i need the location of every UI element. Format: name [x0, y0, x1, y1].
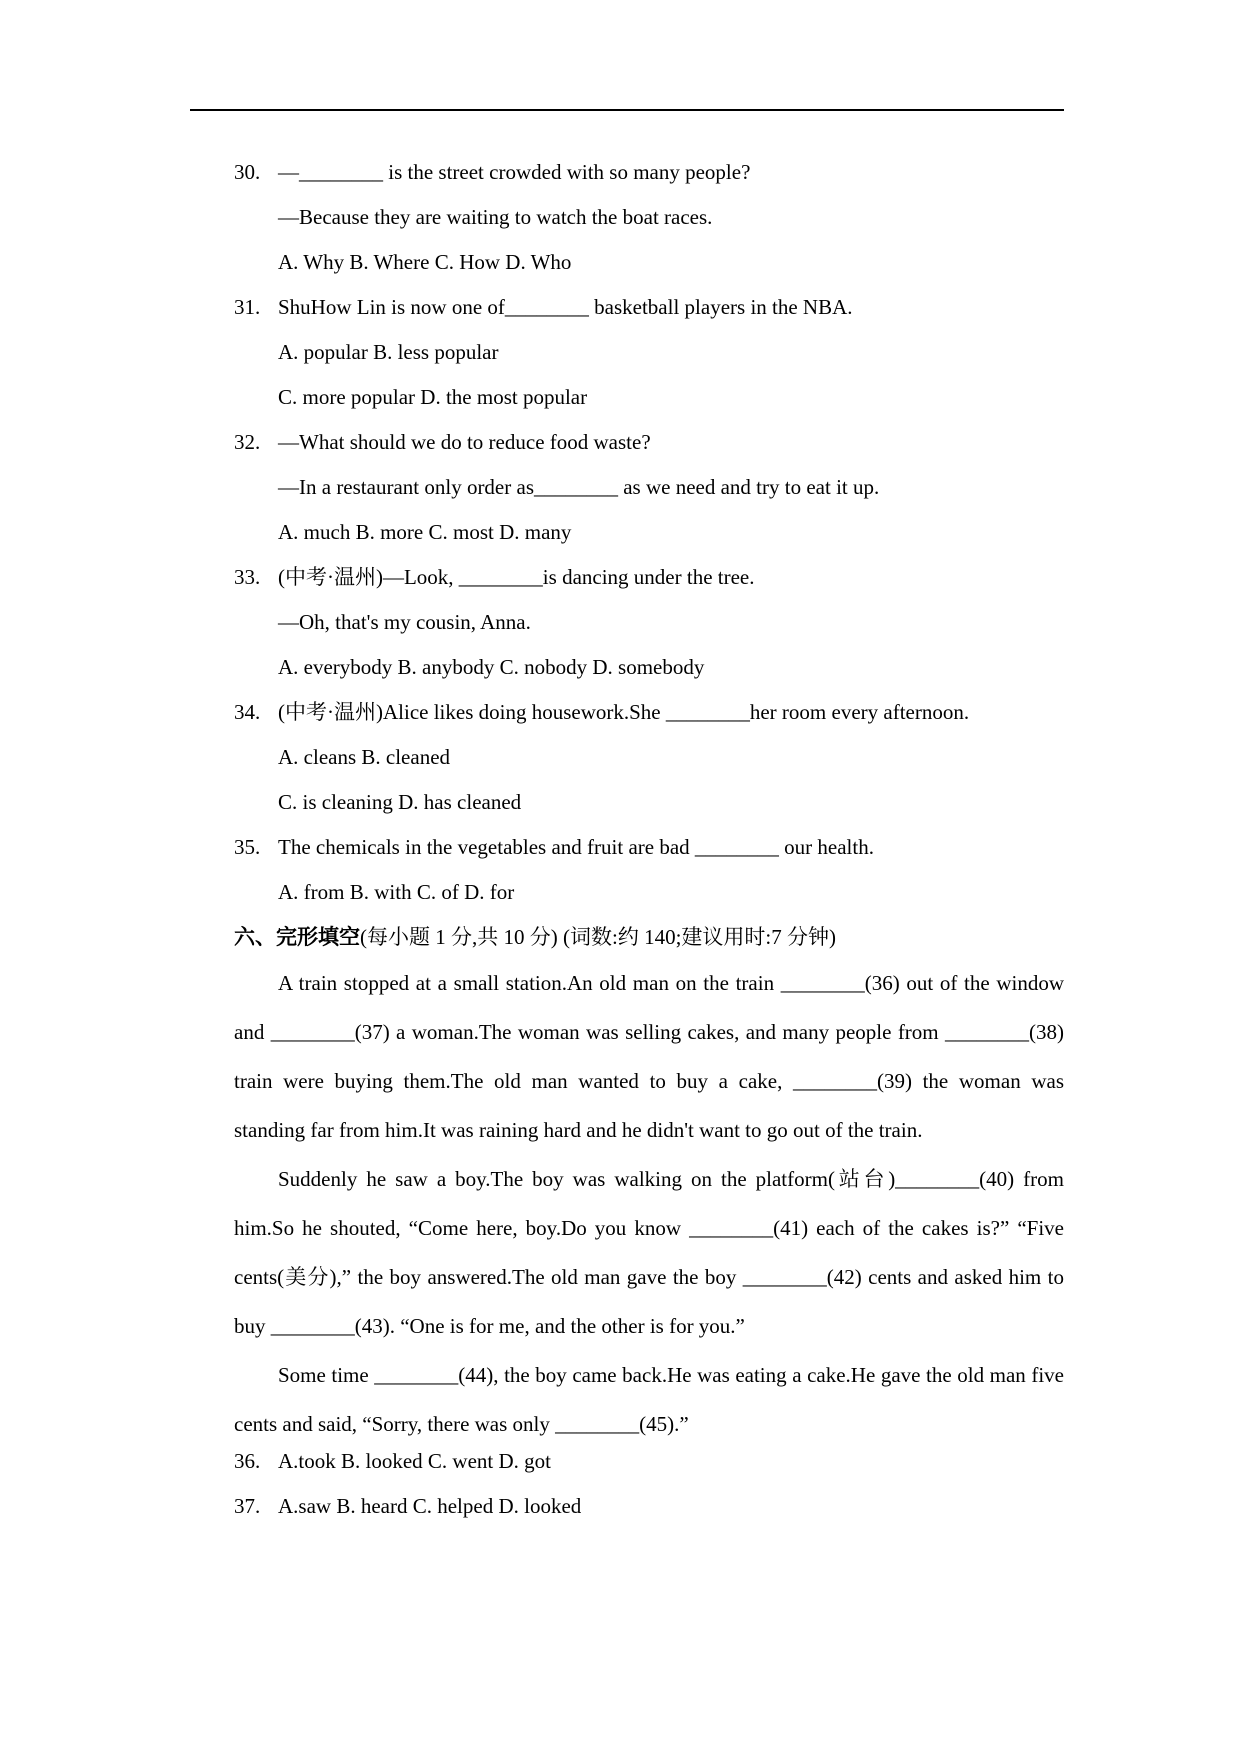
- page-content: [234, 160, 1064, 1551]
- section-detail: (每小题 1 分,共 10 分) (词数:约 140;建议用时:7 分钟): [360, 925, 836, 949]
- question-line: —Oh, that's my cousin, Anna.: [278, 610, 531, 634]
- question-number: 37.: [234, 1494, 261, 1518]
- question-30: [234, 160, 1064, 205]
- passage-paragraph-2: Suddenly he saw a boy.The boy was walking on the platform(站台)________(40) from him.So he shouted, “Come here, boy.Do you know ________(41) each of the cakes is?” “Five cents(美分),” the boy answered.The old man gave the boy ________(42) cents and asked him to buy ________(43). “One is for me, and the other is for you.”: [234, 1167, 1064, 1338]
- question-options: A. much B. more C. most D. many: [278, 520, 572, 544]
- question-33: [234, 565, 1064, 610]
- question-options: A. cleans B. cleaned: [278, 745, 451, 769]
- question-number: 34.: [234, 700, 261, 724]
- question-stem: (中考·温州)—Look, ________is dancing under the tree.: [278, 565, 755, 589]
- answer-options: A.took B. looked C. went D. got: [278, 1449, 551, 1473]
- question-stem: ShuHow Lin is now one of________ basketball players in the NBA.: [278, 295, 853, 319]
- question-number: 35.: [234, 835, 261, 859]
- question-34: [234, 700, 1064, 745]
- answer-options: A.saw B. heard C. helped D. looked: [278, 1494, 582, 1518]
- cloze-passage: [234, 959, 1064, 1449]
- answer-37: [234, 1494, 1064, 1539]
- question-stem: —What should we do to reduce food waste?: [278, 430, 651, 454]
- question-number: 36.: [234, 1449, 261, 1473]
- question-options: A. from B. with C. of D. for: [278, 880, 515, 904]
- passage-paragraph-3: Some time ________(44), the boy came back.He was eating a cake.He gave the old man five cents and said, “Sorry, there was only ________(45).”: [234, 1363, 1064, 1436]
- answer-36: [234, 1449, 1064, 1494]
- question-line: —In a restaurant only order as________ as we need and try to eat it up.: [278, 475, 880, 499]
- section-title: 六、完形填空: [234, 925, 360, 949]
- question-stem: The chemicals in the vegetables and fruit are bad ________ our health.: [278, 835, 874, 859]
- question-stem: (中考·温州)Alice likes doing housework.She ________her room every afternoon.: [278, 700, 970, 724]
- question-options: C. is cleaning D. has cleaned: [278, 790, 522, 814]
- question-options: C. more popular D. the most popular: [278, 385, 588, 409]
- question-32: [234, 430, 1064, 475]
- question-options: A. everybody B. anybody C. nobody D. somebody: [278, 655, 705, 679]
- question-number: 33.: [234, 565, 261, 589]
- question-number: 30.: [234, 160, 261, 184]
- question-options: A. popular B. less popular: [278, 340, 499, 364]
- question-31: [234, 295, 1064, 340]
- question-line: —Because they are waiting to watch the boat races.: [278, 205, 713, 229]
- header-rule: [190, 109, 1064, 111]
- question-stem: —________ is the street crowded with so many people?: [278, 160, 751, 184]
- question-35: [234, 835, 1064, 880]
- question-number: 31.: [234, 295, 261, 319]
- passage-paragraph-1: A train stopped at a small station.An old man on the train ________(36) out of the window and ________(37) a woman.The woman was selling cakes, and many people from ________(38) train were buying them.The old man wanted to buy a cake, ________(39) the woman was standing far from him.It was raining hard and he didn't want to go out of the train.: [234, 971, 1064, 1142]
- question-number: 32.: [234, 430, 261, 454]
- question-options: A. Why B. Where C. How D. Who: [278, 250, 572, 274]
